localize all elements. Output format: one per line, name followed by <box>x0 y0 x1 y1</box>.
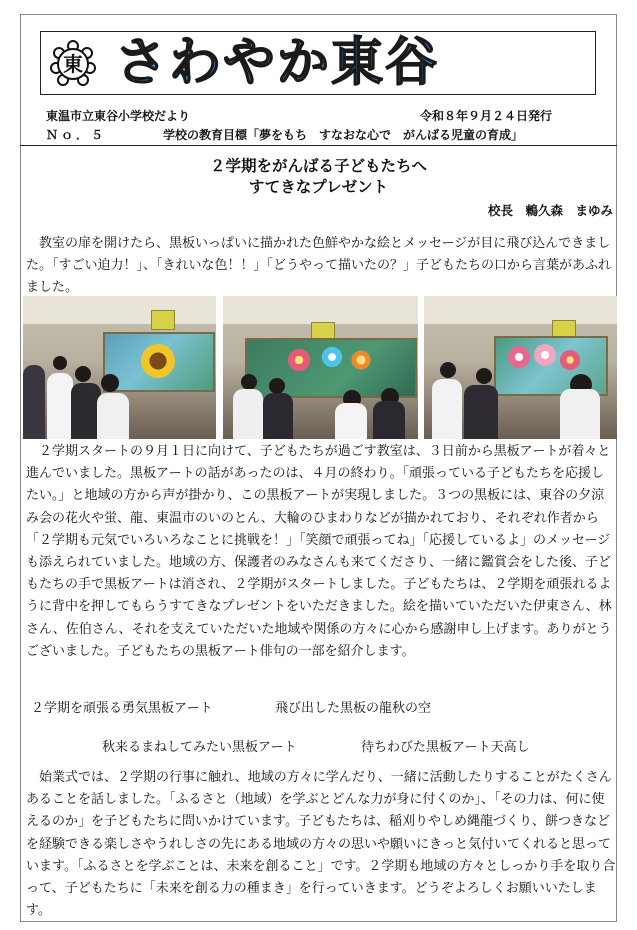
paragraph-opening-ceremony: 始業式では、２学期の行事に触れ、地域の方々に学んだり、一緒に活動したりすることがたくさんあることを話しました。「ふるさと（地域）を学ぶとどんな力が身に付くのか」、「その力は、何に使えるのか」を子どもたちに問いかけています。子どもたちは、稲刈りやしめ縄龍づくり、餅つきなどを経験できる楽しさやうれしさの先にある地域の方々の思いや願いにきっと気付いてくれると思っています。「ふるさとを学ぶことは、未来を創ること」です。２学期も地域の方々としっかり手を取り合って、子どもたちに「未来を創る力の種まき」を行っていきます。どうぞよろしくお願いいたします。 <box>26 770 616 919</box>
haiku-3: 秋来るまねしてみたい黒板アート <box>102 740 297 755</box>
article-headline-line2: すてきなプレゼント <box>248 178 389 196</box>
article-headline-line1: ２学期をがんばる子どもたちへ <box>209 157 427 175</box>
issue-date: 令和８年９月２４日発行 <box>420 109 553 123</box>
education-goal: 学校の教育目標「夢をもち すなおな心で がんばる児童の育成」 <box>163 128 524 142</box>
paragraph-blackboard-art: ２学期スタートの９月１日に向けて、子どもたちが過ごす教室は、３日前から黒板アートが着々と進んでいました。黒板アートの話があったのは、４月の終わり。「頑張っている子どもたちを応援したい。」と地域の方から声が掛かり、この黒板アートが実現しました。３つの黒板には、東谷の夕涼み会の花火や蛍、龍、東温市のいのとん、大輪のひまわりなどが描かれており、それぞれ作者から「２学期も元気でいろいろなことに挑戦を！」「笑顔で頑張ってね」「応援しているよ」のメッセージも添えられていました。地域の方、保護者のみなさんも来てくださり、一緒に鑑賞会をした後、子どもたちの手で黒板アートは消され、２学期がスタートしました。子どもたちは、２学期を頑張れるように背中を押してもらうすてきなプレゼントをいただきました。絵を描いていただいた伊東さん、林さん、佐伯さん、それを支えていただいた地域や関係の方々に心から感謝申し上げます。ありがとうございました。子どもたちの黒板アート俳句の一部を紹介します。 <box>26 444 612 659</box>
article-author: 校長 鶫久森 まゆみ <box>487 203 613 218</box>
masthead <box>40 31 596 95</box>
haiku-4: 待ちわびた黒板アート天高し <box>361 740 530 755</box>
school-name: 東温市立東谷小学校だより <box>46 109 191 123</box>
school-emblem-logo <box>49 39 97 87</box>
newsletter-title: さわやか東谷 <box>115 33 440 93</box>
photo-fireworks-blackboard <box>223 296 418 439</box>
photo-sunflower-blackboard <box>23 296 216 439</box>
header-divider <box>20 145 617 146</box>
haiku-2: 飛び出した黒板の龍秋の空 <box>275 701 432 716</box>
paragraph-intro: 教室の扉を開けたら、黒板いっぱいに描かれた色鮮やかな絵とメッセージが目に飛び込んできました。「すごい迫力！」、「きれいな色！！」「どうやって描いたの？」子どもたちの口から言葉があふれました。 <box>26 236 612 296</box>
issue-number: Ｎｏ．５ <box>46 128 107 142</box>
haiku-1: ２学期を頑張る勇気黒板アート <box>31 701 213 716</box>
svg-text:東: 東 <box>63 52 83 76</box>
photo-flowers-blackboard <box>424 296 617 439</box>
